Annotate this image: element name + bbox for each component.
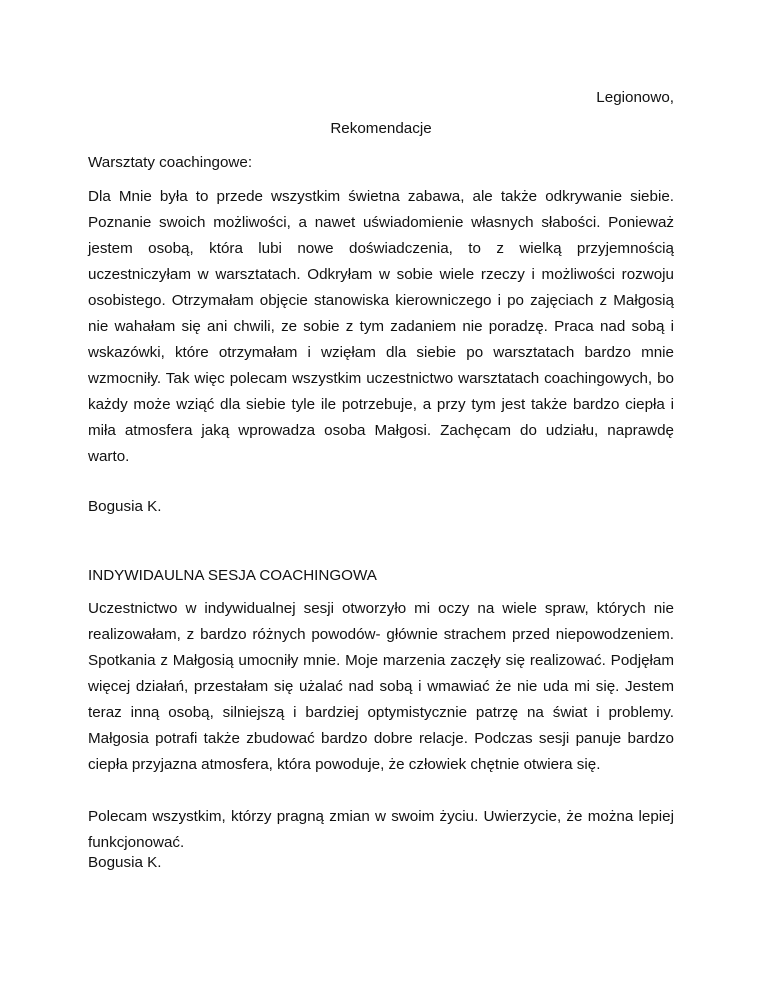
section2-paragraph2-block [88, 804, 674, 856]
section1-signature: Bogusia K. [88, 498, 162, 515]
section1-heading-block [88, 150, 674, 176]
section2-paragraph1: Uczestnictwo w indywidualnej sesji otworzyło mi oczy na wiele spraw, których nie realizowałam, z bardzo różnych powodów- głównie strachem przed niepowodzeniem. Spotkania z Małgosią umocniły mnie. Moje marzenia zaczęły się realizować. Podjęłam więcej działań, przestałam się użalać nad sobą i wmawiać że nie uda mi się. Jestem teraz inną osobą, silniejszą i bardziej optymistycznie patrzę na świat i problemy. Małgosia potrafi także zbudować bardzo dobre relacje. Podczas sesji panuje bardzo ciepła przyjazna atmosfera, która powoduje, że człowiek chętnie otwiera się. [88, 600, 674, 773]
section1-paragraph-block [88, 184, 674, 470]
section2-signature-block [88, 850, 674, 876]
document-title: Rekomendacje [330, 120, 432, 137]
section2-heading: INDYWIDAULNA SESJA COACHINGOWA [88, 567, 377, 584]
section2-paragraph1-block [88, 596, 674, 778]
section2-paragraph2: Polecam wszystkim, którzy pragną zmian w swoim życiu. Uwierzycie, że można lepiej funkcjonować. [88, 808, 674, 851]
section1-signature-block [88, 494, 674, 520]
section2-heading-block [88, 563, 674, 589]
section1-heading: Warsztaty coachingowe: [88, 154, 253, 171]
section2-signature: Bogusia K. [88, 854, 162, 871]
section1-paragraph: Dla Mnie była to przede wszystkim świetna zabawa, ale także odkrywanie siebie. Poznanie swoich możliwości, a nawet uświadomienie własnych słabości. Ponieważ jestem osobą, która lubi nowe doświadczenia, to z wielką przyjemnością uczestniczyłam w warsztatach. Odkryłam w sobie wiele rzeczy i możliwości rozwoju osobistego. Otrzymałam objęcie stanowiska kierowniczego i po zajęciach z Małgosią nie wahałam się ani chwili, ze sobie z tym zadaniem nie poradzę. Praca nad sobą i wskazówki, które otrzymałam i wzięłam dla siebie po warsztatach bardzo mnie wzmocniły. Tak więc polecam wszystkim uczestnictwo warsztatach coachingowych, bo każdy może wziąć dla siebie tyle ile potrzebuje, a przy tym jest także bardzo ciepła i miła atmosfera jaką wprowadza osoba Małgosi. Zachęcam do udziału, naprawdę warto. [88, 188, 674, 465]
place-line: Legionowo, [596, 89, 674, 106]
